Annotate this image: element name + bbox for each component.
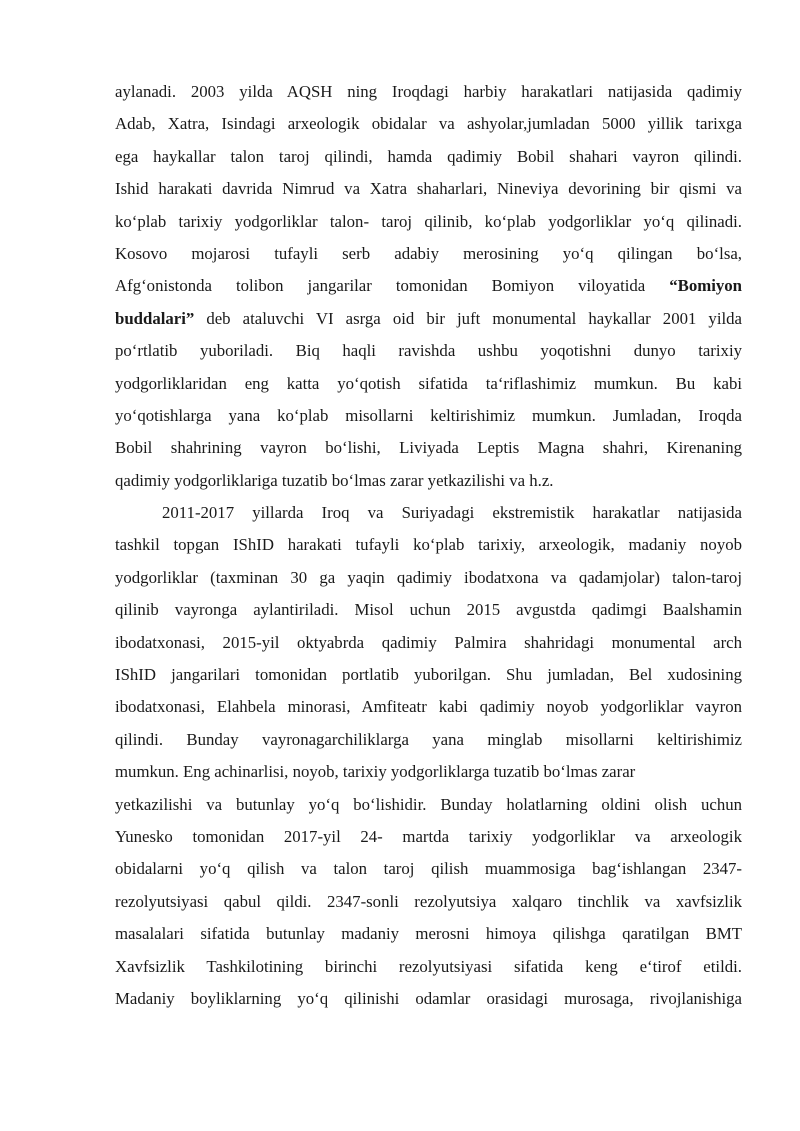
text-line: Xavfsizlik Tashkilotining birinchi rezolyutsiyasi sifatida keng eʻtirof etildi. [115, 956, 742, 976]
text-line: Yunesko tomonidan 2017-yil 24- martda tarixiy yodgorliklar va arxeologik [115, 826, 742, 846]
text-line: aylanadi. 2003 yilda AQSH ning Iroqdagi harbiy harakatlari natijasida qadimiy [115, 82, 742, 101]
text-line: IShID jangarilari tomonidan portlatib yuborilgan. Shu jumladan, Bel xudosining [115, 665, 742, 685]
text-line: qilinib vayronga aylantiriladi. Misol uchun 2015 avgustda qadimgi Baalshamin [115, 600, 742, 620]
bold-term: “Bomiyon [669, 276, 742, 296]
text-line: tashkil topgan IShID harakati tufayli koʻplab tarixiy, arxeologik, madaniy noyob [115, 535, 742, 555]
text-line: Kosovo mojarosi tufayli serb adabiy merosining yoʻq qilingan boʻlsa, [115, 243, 742, 263]
text-line: qadimiy yodgorliklariga tuzatib boʻlmas zarar yetkazilishi va h.z. [115, 470, 554, 490]
text-line: Bobil shahrining vayron boʻlishi, Liviyada Leptis Magna shahri, Kirenaning [115, 438, 742, 458]
text-line: Adab, Xatra, Isindagi arxeologik obidalar va ashyolar,jumladan 5000 yillik tarixga [115, 114, 742, 134]
text-line: koʻplab tarixiy yodgorliklar talon- taroj qilinib, koʻplab yodgorliklar yoʻq qilinadi. [115, 211, 742, 231]
text-line: poʻrtlatib yuboriladi. Biq haqli ravishda ushbu yoqotishni dunyo tarixiy [115, 341, 742, 361]
text-line-mixed [115, 303, 742, 335]
paragraph-first-line: 2011-2017 yillarda Iroq va Suriyadagi ekstremistik harakatlar natijasida [162, 503, 742, 523]
text-line: Ishid harakati davrida Nimrud va Xatra shaharlari, Nineviya devorining bir qismi va [115, 179, 742, 199]
text-run: deb ataluvchi VI asrga oid bir juft monumental haykallar 2001 yilda [206, 308, 742, 328]
body-text [115, 76, 742, 1015]
text-line: mumkun. Eng achinarlisi, noyob, tarixiy yodgorliklarga tuzatib boʻlmas zarar [115, 762, 636, 782]
text-line: yodgorliklar (taxminan 30 ga yaqin qadimiy ibodatxona va qadamjolar) talon-taroj [115, 567, 742, 587]
text-line: yoʻqotishlarga yana koʻplab misollarni keltirishimiz mumkun. Jumladan, Iroqda [115, 405, 742, 425]
text-line: Madaniy boyliklarning yoʻq qilinishi odamlar orasidagi murosaga, rivojlanishiga [115, 988, 742, 1008]
text-line: ega haykallar talon taroj qilindi, hamda qadimiy Bobil shahari vayron qilindi. [115, 146, 742, 166]
bold-term: buddalari” [115, 308, 195, 328]
text-line: masalalari sifatida butunlay madaniy merosni himoya qilishga qaratilgan BMT [115, 924, 742, 944]
text-line: yodgorliklaridan eng katta yoʻqotish sifatida taʻriflashimiz mumkun. Bu kabi [115, 373, 742, 393]
text-line: qilindi. Bunday vayronagarchiliklarga yana minglab misollarni keltirishimiz [115, 729, 742, 749]
text-line: obidalarni yoʻq qilish va talon taroj qilish muammosiga bagʻishlangan 2347- [115, 859, 742, 879]
text-line: ibodatxonasi, Elahbela minorasi, Amfiteatr kabi qadimiy noyob yodgorliklar vayron [115, 697, 742, 717]
text-line: rezolyutsiyasi qabul qildi. 2347-sonli rezolyutsiya xalqaro tinchlik va xavfsizlik [115, 891, 742, 911]
text-line: ibodatxonasi, 2015-yil oktyabrda qadimiy Palmira shahridagi monumental arch [115, 632, 742, 652]
text-line-mixed [115, 270, 742, 302]
text-run: Afgʻonistonda tolibon jangarilar tomonidan Bomiyon viloyatida [115, 276, 670, 296]
text-line: yetkazilishi va butunlay yoʻq boʻlishidir. Bunday holatlarning oldini olish uchun [115, 794, 742, 814]
